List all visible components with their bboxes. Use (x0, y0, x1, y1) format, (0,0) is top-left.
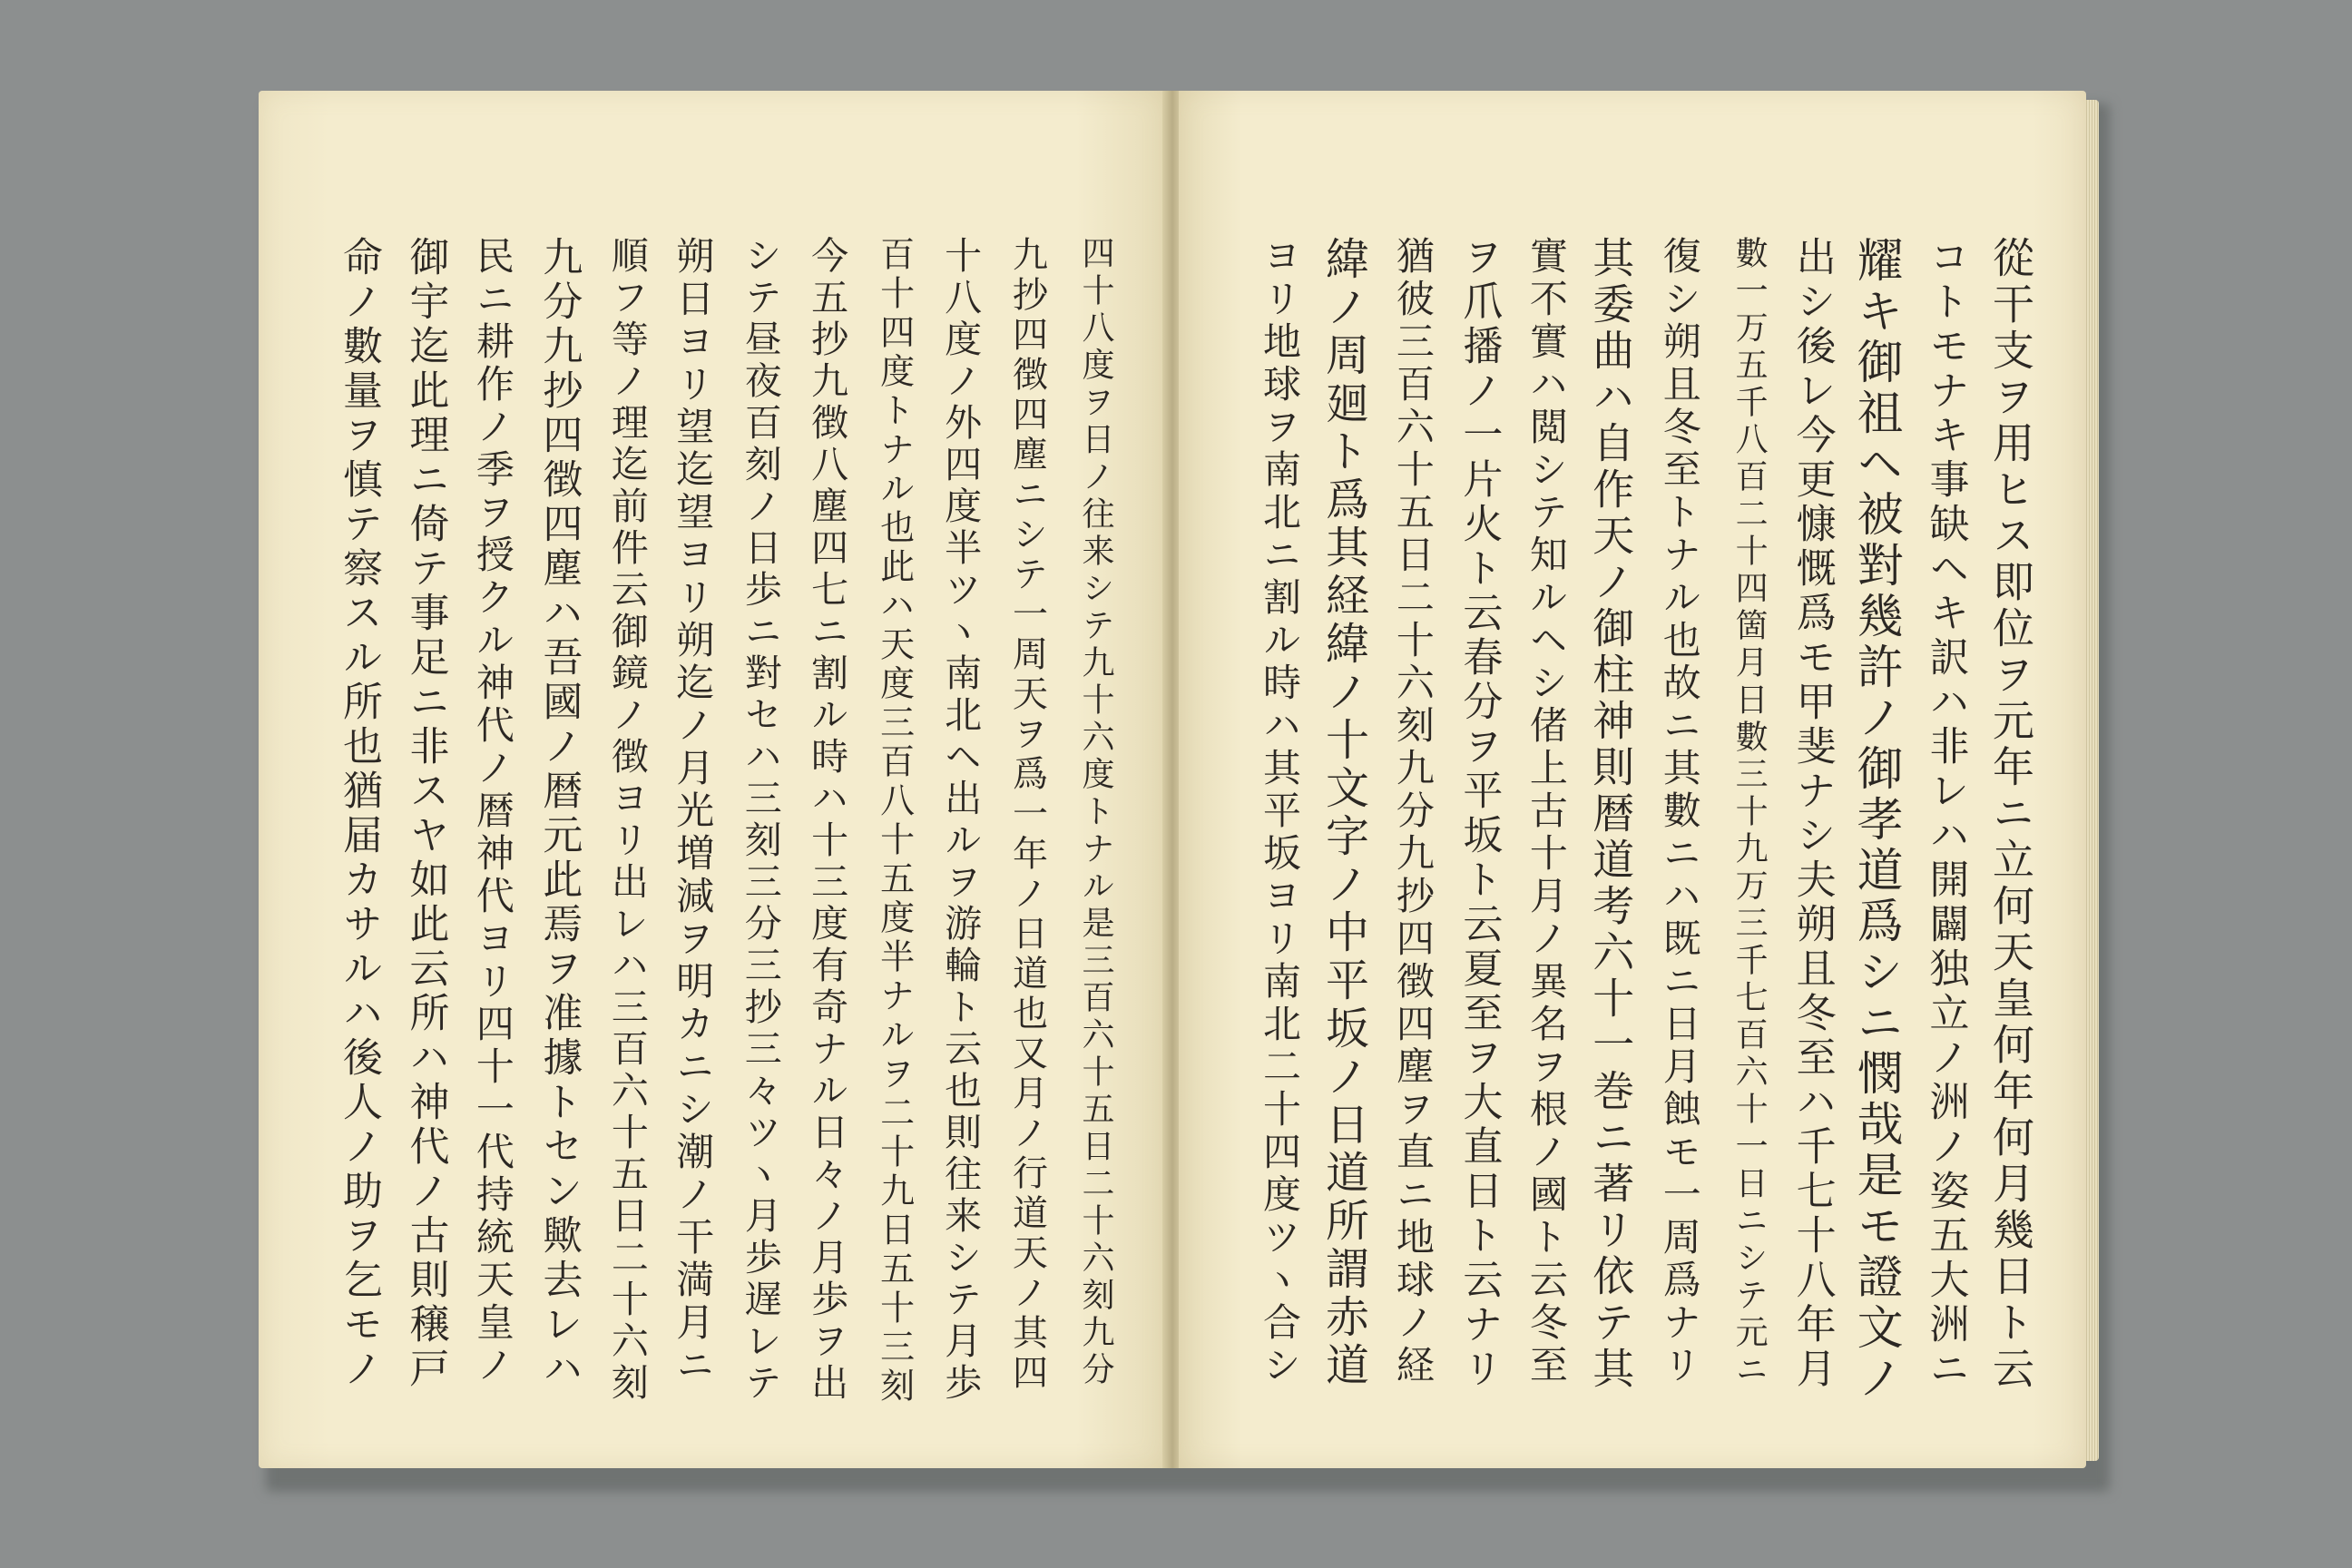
text-column: 其委曲ハ自作天ノ御柱神則暦道考六十一巻ニ著リ依テ其 (1586, 236, 1636, 1393)
text-column: ヨリ地球ヲ南北ニ割ル時ハ其平坂ヨリ南北二十四度ツヽ合シ (1258, 236, 1302, 1387)
right-page-text (1242, 236, 2035, 1406)
text-column: 數一万五千八百二十四箇月日數三十九万三千七百六十一日ニシテ元ニ (1730, 236, 1769, 1389)
left-page-text (322, 236, 1112, 1406)
text-column: 實不實ハ閲シテ知ルヘシ偖上古十月ノ異名ヲ根ノ國ト云冬至 (1524, 236, 1569, 1387)
text-column: 出シ後レ今更慷慨爲モ甲斐ナシ夫朔且冬至ハ千七十八年月 (1788, 236, 1836, 1392)
text-column: 民ニ耕作ノ季ヲ授クル神代ノ暦神代ヨリ四十一代持統天皇ノ (470, 236, 515, 1387)
text-column: 九分九抄四徴四塵ハ吾國ノ暦元此焉ヲ准據トセン歟去レハ (535, 236, 583, 1392)
left-page (259, 91, 1166, 1468)
text-column: 十八度ノ外四度半ツヽ南北ヘ出ルヲ游輪ト云也則往来シテ月歩 (938, 236, 983, 1405)
text-column: 九抄四徴四塵ニシテ一周天ヲ爲一年ノ日道也又月ノ行道天ノ其四 (1006, 236, 1048, 1394)
text-column: コトモナキ事缺ヘキ訳ハ非レハ開闢独立ノ洲ノ姿五大洲ニ (1922, 236, 1969, 1392)
page-edges (2084, 100, 2099, 1461)
right-page (1179, 91, 2086, 1468)
text-column: ヲ爪播ノ一片火ト云春分ヲ平坂ト云夏至ヲ大直日ト云ナリ (1455, 236, 1503, 1392)
open-book (259, 91, 2101, 1479)
text-column: 順フ等ノ理迄前件云御鏡ノ徴ヨリ出レハ三百六十五日二十六刻 (604, 236, 649, 1405)
text-column: 今五抄九徴八塵四七ニ割ル時ハ十三度有奇ナル日々ノ月歩ヲ出 (805, 236, 849, 1405)
text-column: 四十八度ヲ日ノ往来シテ九十六度トナル是三百六十五日二十六刻九分 (1076, 236, 1114, 1389)
text-column: シテ昼夜百刻ノ日歩ニ對セハ三刻三分三抄三々ツヽ月歩遅レテ (738, 236, 782, 1405)
text-column: 御宇迄此理ニ倚テ事足ニ非スヤ如此云所ハ神代ノ古則穣戸 (402, 236, 449, 1392)
text-column: 緯ノ周廻ト爲其経緯ノ十文字ノ中平坂ノ日道所謂赤道 (1318, 236, 1369, 1390)
text-column: 命ノ數量ヲ慎テ察スル所也猶届カサルハ後人ノ助ヲ乞モノ (336, 236, 382, 1392)
text-column: 百十四度トナル也此ハ天度三百八十五度半ナルヲ二十九日五十三刻 (874, 236, 915, 1406)
text-column: 猶彼三百六十五日二十六刻九分九抄四徴四塵ヲ直ニ地球ノ経 (1390, 236, 1436, 1387)
text-column: 耀キ御祖ヘ被對幾許ノ御孝道爲シニ憫哉是モ證文ノ (1848, 236, 1903, 1405)
text-column: 朔日ヨリ望迄望ヨリ朔迄ノ月光増減ヲ明カニシ潮ノ干満月ニ (671, 236, 716, 1387)
text-column: 從干支ヲ用ヒス即位ヲ元年ニ立何天皇何年何月幾日ト云 (1985, 236, 2035, 1393)
text-column: 復シ朔且冬至トナル也故ニ其數ニハ既ニ日月蝕モ一周爲ナリ (1657, 236, 1702, 1387)
